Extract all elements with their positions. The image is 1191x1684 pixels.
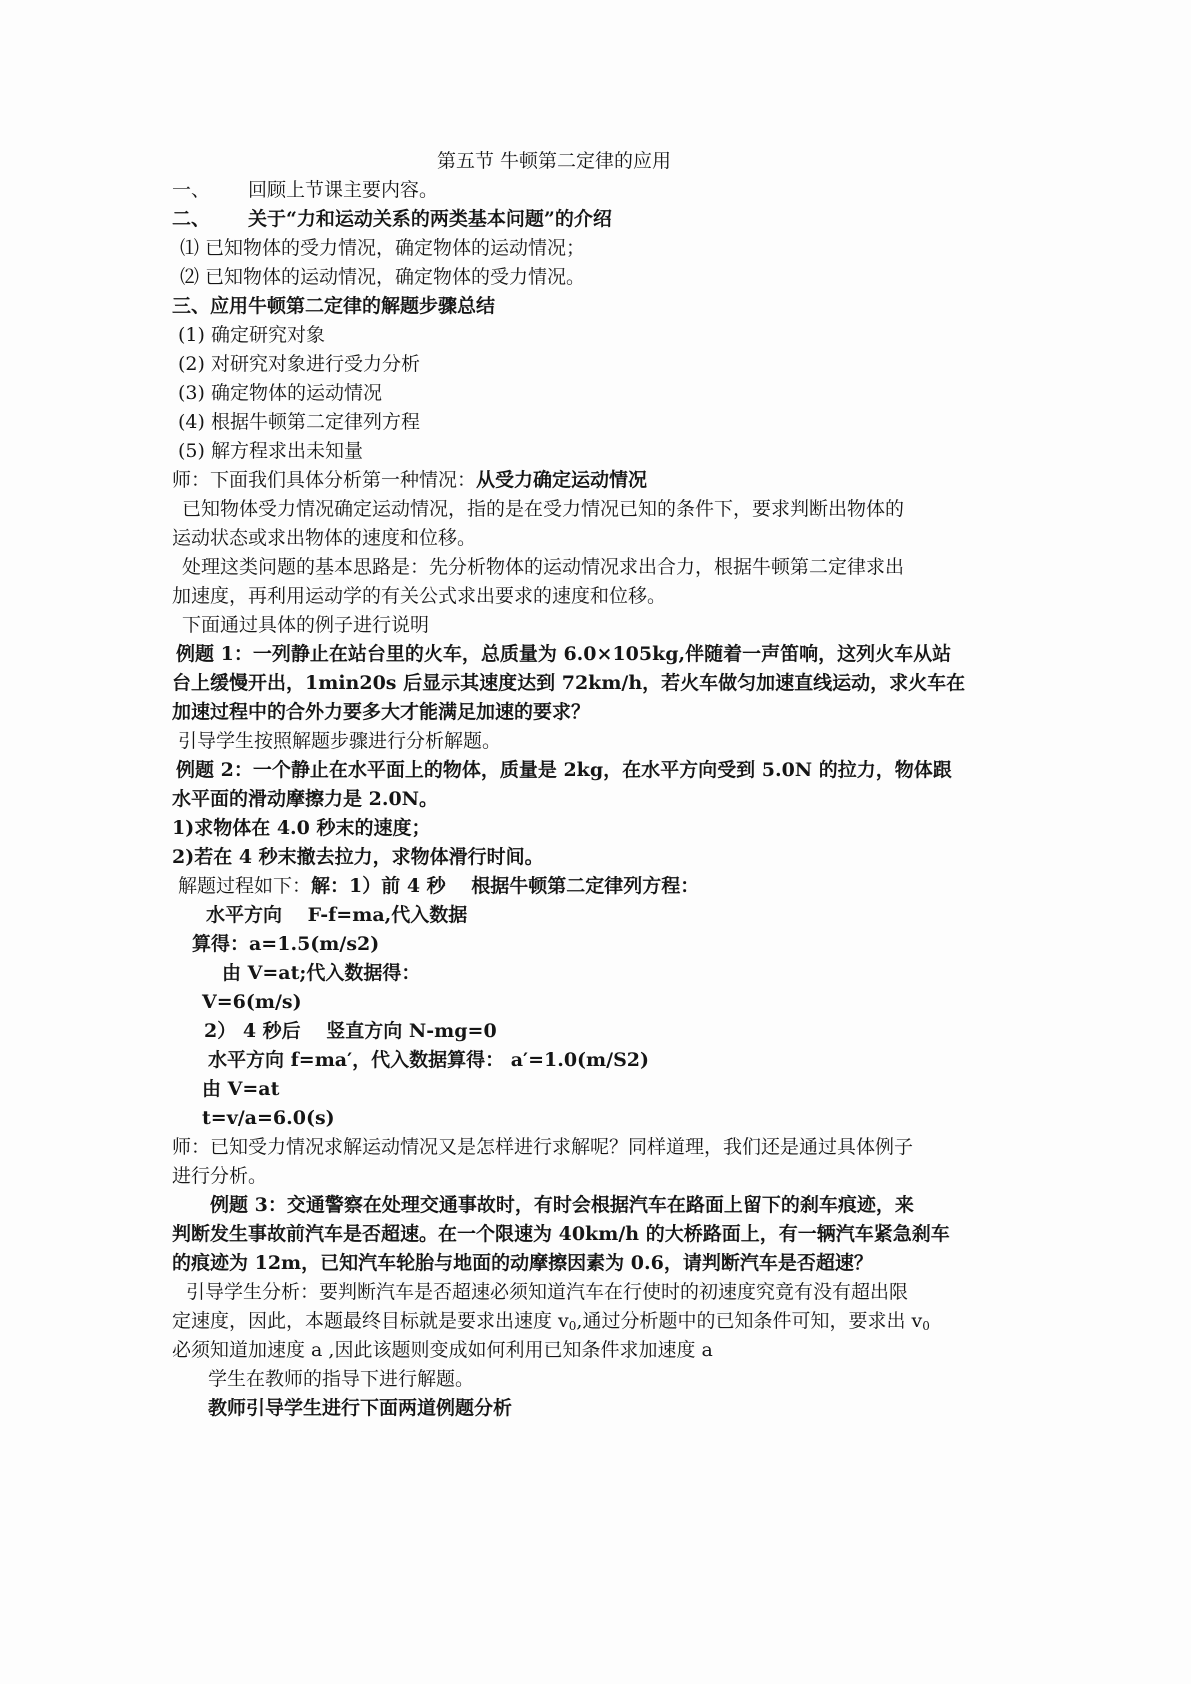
example-1-line-2: 台上缓慢开出，1min20s 后显示其速度达到 72km/h，若火车做匀加速直线运动，求火车在	[172, 672, 966, 694]
step-5: (5) 解方程求出未知量	[178, 440, 363, 462]
example-3-line-3: 的痕迹为 12m，已知汽车轮胎与地面的动摩擦因素为 0.6，请判断汽车是否超速？	[172, 1252, 873, 1274]
step-1: (1) 确定研究对象	[178, 324, 325, 346]
paragraph-1-line-2: 运动状态或求出物体的速度和位移。	[172, 527, 477, 549]
final-line: 教师引导学生进行下面两道例题分析	[208, 1397, 513, 1419]
solution-step-6: 水平方向 f=ma′，代入数据算得： a′=1.0(m/S2)	[208, 1049, 650, 1071]
solution-step-8: t=v/a=6.0(s)	[202, 1107, 335, 1129]
paragraph-2-line-1: 处理这类问题的基本思路是：先分析物体的运动情况求出合力，根据牛顿第二定律求出	[182, 556, 905, 578]
guide-1: 引导学生按照解题步骤进行分析解题。	[178, 730, 502, 752]
guide-2-line-2-part-a: 定速度，因此，本题最终目标就是要求出速度 v	[172, 1310, 569, 1332]
step-4: (4) 根据牛顿第二定律列方程	[178, 411, 420, 433]
paragraph-2-line-2: 加速度，再利用运动学的有关公式求出要求的速度和位移。	[172, 585, 667, 607]
case-2: ⑵ 已知物体的运动情况，确定物体的受力情况。	[180, 266, 586, 288]
guide-2-line-3: 必须知道加速度 a ,因此该题则变成如何利用已知条件求加速度 a	[172, 1339, 713, 1361]
example-1-line-1: 例题 1：一列静止在站台里的火车，总质量为 6.0×105kg,伴随着一声笛响，这列火车从站	[176, 643, 952, 665]
solution-step-7: 由 V=at	[202, 1078, 280, 1100]
section-2-number: 二、	[172, 208, 211, 230]
question-1: 1)求物体在 4.0 秒末的速度；	[172, 817, 431, 839]
guide-2-line-1: 引导学生分析：要判断汽车是否超速必须知道汽车在行使时的初速度究竟有没有超出限	[186, 1281, 909, 1303]
case-1: ⑴ 已知物体的受力情况，确定物体的运动情况；	[180, 237, 586, 259]
subscript-zero: 0	[568, 1319, 577, 1333]
subscript-zero-2: 0	[922, 1319, 930, 1333]
example-1-line-3: 加速过程中的合外力要多大才能满足加速的要求？	[172, 701, 591, 723]
section-1-number: 一、	[172, 179, 211, 201]
solution-intro-text: 解题过程如下：	[178, 875, 312, 897]
guide-2-line-2-part-b: ,通过分析题中的已知条件可知，要求出 v	[576, 1310, 923, 1332]
example-3-line-1: 例题 3：交通警察在处理交通事故时，有时会根据汽车在路面上留下的刹车痕迹，来	[210, 1194, 914, 1216]
solution-intro	[178, 873, 699, 899]
solution-step-2: 算得：a=1.5(m/s2)	[192, 933, 380, 955]
teacher-intro-2-line-2: 进行分析。	[172, 1165, 268, 1187]
example-2-line-2: 水平面的滑动摩擦力是 2.0N。	[172, 788, 439, 810]
teacher-intro-2-line-1: 师：已知受力情况求解运动情况又是怎样进行求解呢？同样道理，我们还是通过具体例子	[172, 1136, 914, 1158]
solution-step-1: 水平方向 F-f=ma,代入数据	[206, 904, 468, 926]
teacher-intro-1-text: 师：下面我们具体分析第一种情况：	[172, 469, 477, 491]
guide-2-line-2	[172, 1308, 930, 1339]
paragraph-1-line-1: 已知物体受力情况确定运动情况，指的是在受力情况已知的条件下，要求判断出物体的	[182, 498, 905, 520]
page-title: 第五节 牛顿第二定律的应用	[437, 150, 672, 172]
paragraph-3: 下面通过具体的例子进行说明	[182, 614, 430, 636]
solution-step-5: 2） 4 秒后 竖直方向 N-mg=0	[204, 1020, 497, 1042]
solution-step-4: V=6(m/s)	[202, 991, 302, 1013]
section-1-text: 回顾上节课主要内容。	[248, 179, 439, 201]
teacher-intro-1	[172, 467, 647, 493]
section-3-heading: 三、应用牛顿第二定律的解题步骤总结	[172, 295, 496, 317]
section-2	[172, 206, 612, 232]
section-2-text: 关于“力和运动关系的两类基本问题”的介绍	[248, 208, 612, 230]
teacher-intro-1-emphasis: 从受力确定运动情况	[476, 469, 648, 491]
step-2: (2) 对研究对象进行受力分析	[178, 353, 420, 375]
student-solving: 学生在教师的指导下进行解题。	[208, 1368, 475, 1390]
question-2: 2)若在 4 秒末撤去拉力，求物体滑行时间。	[172, 846, 544, 868]
solution-step-3: 由 V=at;代入数据得：	[222, 962, 421, 984]
step-3: (3) 确定物体的运动情况	[178, 382, 382, 404]
solution-intro-emphasis: 解：1）前 4 秒 根据牛顿第二定律列方程：	[311, 875, 700, 897]
example-3-line-2: 判断发生事故前汽车是否超速。在一个限速为 40km/h 的大桥路面上，有一辆汽车紧急刹车	[172, 1223, 950, 1245]
section-1	[172, 177, 439, 203]
example-2-line-1: 例题 2：一个静止在水平面上的物体，质量是 2kg，在水平方向受到 5.0N 的拉力，物体跟	[176, 759, 952, 781]
